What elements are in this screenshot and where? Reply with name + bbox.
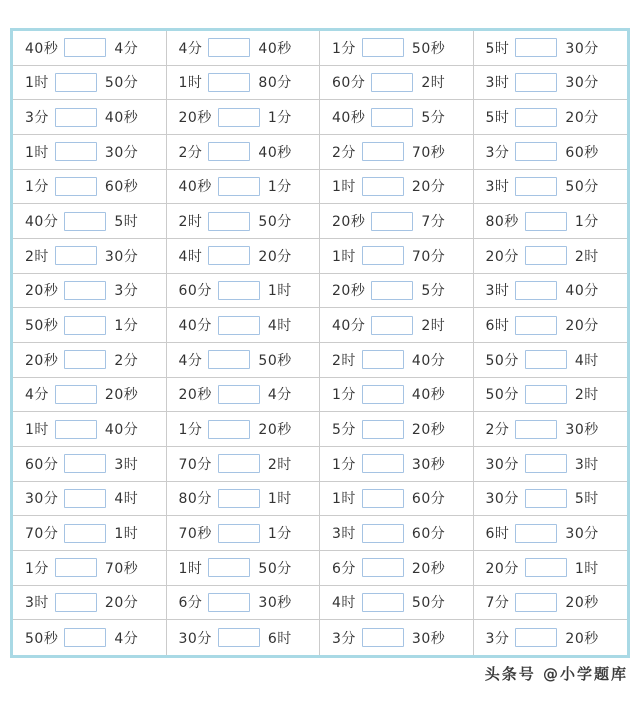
cell-left-value: 20秒 xyxy=(332,283,366,300)
answer-box[interactable] xyxy=(64,38,106,57)
cell-left-value: 2分 xyxy=(485,422,510,439)
cell-left-value: 3时 xyxy=(485,75,510,92)
cell-right-value: 60分 xyxy=(411,526,446,543)
cell-left-value: 2分 xyxy=(332,144,356,161)
worksheet-cell xyxy=(474,100,628,135)
cell-left-value: 80秒 xyxy=(485,214,519,231)
answer-box[interactable] xyxy=(525,385,567,404)
cell-left-value: 70分 xyxy=(25,526,59,543)
worksheet-cell xyxy=(13,66,167,101)
answer-box[interactable] xyxy=(515,316,557,335)
cell-left-value: 7分 xyxy=(485,595,510,612)
answer-box[interactable] xyxy=(515,628,557,647)
cell-right-value: 2时 xyxy=(574,248,599,265)
answer-box[interactable] xyxy=(525,489,567,508)
cell-left-value: 50秒 xyxy=(25,630,59,647)
answer-box[interactable] xyxy=(218,628,260,647)
cell-right-value: 60秒 xyxy=(104,179,139,196)
cell-left-value: 20秒 xyxy=(178,110,212,127)
cell-left-value: 1分 xyxy=(25,179,49,196)
cell-right-value: 20秒 xyxy=(411,560,446,577)
cell-right-value: 30分 xyxy=(565,526,599,543)
cell-right-value: 5分 xyxy=(421,110,446,127)
worksheet-cell xyxy=(320,100,474,135)
cell-left-value: 20秒 xyxy=(25,352,59,369)
worksheet-cell xyxy=(13,551,167,586)
answer-box[interactable] xyxy=(64,316,106,335)
cell-left-value: 20分 xyxy=(485,560,519,577)
worksheet-cell xyxy=(167,308,321,343)
cell-right-value: 1分 xyxy=(574,214,599,231)
cell-right-value: 4分 xyxy=(267,387,292,404)
worksheet-cell xyxy=(474,516,628,551)
worksheet-cell xyxy=(320,135,474,170)
cell-right-value: 20分 xyxy=(411,179,446,196)
cell-left-value: 5时 xyxy=(485,110,510,127)
cell-left-value: 20秒 xyxy=(332,214,366,231)
cell-left-value: 2时 xyxy=(332,352,356,369)
answer-box[interactable] xyxy=(208,38,250,57)
worksheet-cell xyxy=(474,482,628,517)
worksheet-cell xyxy=(320,447,474,482)
answer-box[interactable] xyxy=(371,316,413,335)
cell-left-value: 4时 xyxy=(178,248,203,265)
worksheet-cell xyxy=(320,343,474,378)
answer-box[interactable] xyxy=(362,524,404,543)
cell-right-value: 30分 xyxy=(565,75,599,92)
cell-left-value: 40秒 xyxy=(178,179,212,196)
answer-box[interactable] xyxy=(362,593,404,612)
answer-box[interactable] xyxy=(515,593,557,612)
cell-left-value: 5时 xyxy=(485,40,510,57)
cell-left-value: 1分 xyxy=(332,387,356,404)
cell-right-value: 1分 xyxy=(114,318,139,335)
answer-box[interactable] xyxy=(515,73,557,92)
cell-right-value: 50分 xyxy=(258,214,292,231)
cell-left-value: 50分 xyxy=(485,387,519,404)
cell-right-value: 7分 xyxy=(421,214,446,231)
answer-box[interactable] xyxy=(55,420,97,439)
worksheet-cell xyxy=(13,586,167,621)
answer-box[interactable] xyxy=(515,38,557,57)
cell-left-value: 20秒 xyxy=(25,283,59,300)
cell-right-value: 50分 xyxy=(565,179,599,196)
cell-left-value: 5分 xyxy=(332,422,356,439)
worksheet-cell xyxy=(167,31,321,66)
worksheet-cell xyxy=(13,170,167,205)
cell-right-value: 50分 xyxy=(104,75,139,92)
answer-box[interactable] xyxy=(362,628,404,647)
cell-left-value: 4分 xyxy=(178,352,203,369)
cell-right-value: 5分 xyxy=(421,283,446,300)
cell-left-value: 4时 xyxy=(332,595,356,612)
cell-right-value: 2分 xyxy=(114,352,139,369)
cell-right-value: 40秒 xyxy=(411,387,446,404)
cell-right-value: 50秒 xyxy=(258,352,292,369)
answer-box[interactable] xyxy=(362,246,404,265)
cell-left-value: 20分 xyxy=(485,248,519,265)
worksheet-cell xyxy=(320,378,474,413)
answer-box[interactable] xyxy=(55,73,97,92)
cell-left-value: 30分 xyxy=(178,630,212,647)
cell-left-value: 6时 xyxy=(485,318,510,335)
answer-box[interactable] xyxy=(515,420,557,439)
cell-right-value: 30秒 xyxy=(565,422,599,439)
answer-box[interactable] xyxy=(362,454,404,473)
answer-box[interactable] xyxy=(362,420,404,439)
worksheet-cell xyxy=(474,274,628,309)
cell-left-value: 4分 xyxy=(25,387,49,404)
cell-left-value: 70分 xyxy=(178,456,212,473)
answer-box[interactable] xyxy=(362,489,404,508)
answer-box[interactable] xyxy=(208,350,250,369)
cell-left-value: 6时 xyxy=(485,526,510,543)
answer-box[interactable] xyxy=(362,558,404,577)
answer-box[interactable] xyxy=(64,489,106,508)
worksheet-cell xyxy=(167,135,321,170)
cell-right-value: 70分 xyxy=(411,248,446,265)
worksheet-cell xyxy=(13,516,167,551)
cell-left-value: 1时 xyxy=(178,560,203,577)
cell-right-value: 20分 xyxy=(565,110,599,127)
answer-box[interactable] xyxy=(218,489,260,508)
cell-right-value: 1分 xyxy=(267,110,292,127)
cell-right-value: 6时 xyxy=(267,630,292,647)
cell-left-value: 40分 xyxy=(25,214,59,231)
worksheet-cell xyxy=(13,274,167,309)
answer-box[interactable] xyxy=(64,454,106,473)
worksheet-cell xyxy=(13,482,167,517)
cell-right-value: 1分 xyxy=(267,179,292,196)
cell-right-value: 50分 xyxy=(411,595,446,612)
worksheet-cell xyxy=(320,482,474,517)
cell-right-value: 3时 xyxy=(114,456,139,473)
answer-box[interactable] xyxy=(64,212,106,231)
cell-right-value: 40秒 xyxy=(258,144,292,161)
cell-left-value: 40秒 xyxy=(25,40,59,57)
answer-box[interactable] xyxy=(55,593,97,612)
answer-box[interactable] xyxy=(218,524,260,543)
answer-box[interactable] xyxy=(218,316,260,335)
worksheet-cell xyxy=(167,447,321,482)
worksheet-cell xyxy=(474,239,628,274)
cell-left-value: 40秒 xyxy=(332,110,366,127)
cell-right-value: 2时 xyxy=(574,387,599,404)
worksheet-cell xyxy=(320,586,474,621)
cell-right-value: 40分 xyxy=(411,352,446,369)
cell-left-value: 6分 xyxy=(332,560,356,577)
cell-right-value: 3时 xyxy=(574,456,599,473)
answer-box[interactable] xyxy=(515,524,557,543)
cell-right-value: 1时 xyxy=(267,283,292,300)
worksheet-cell xyxy=(320,551,474,586)
cell-left-value: 1分 xyxy=(332,456,356,473)
cell-right-value: 2时 xyxy=(421,318,446,335)
cell-left-value: 3时 xyxy=(485,179,510,196)
answer-box[interactable] xyxy=(362,142,404,161)
cell-left-value: 1分 xyxy=(332,40,356,57)
worksheet-cell xyxy=(13,135,167,170)
answer-box[interactable] xyxy=(371,73,413,92)
worksheet-cell xyxy=(13,100,167,135)
cell-left-value: 30分 xyxy=(485,456,519,473)
worksheet-cell xyxy=(320,204,474,239)
worksheet-cell xyxy=(167,274,321,309)
worksheet-cell xyxy=(474,31,628,66)
cell-right-value: 1时 xyxy=(574,560,599,577)
cell-right-value: 1时 xyxy=(114,526,139,543)
cell-left-value: 2时 xyxy=(178,214,203,231)
answer-box[interactable] xyxy=(64,524,106,543)
answer-box[interactable] xyxy=(362,38,404,57)
cell-right-value: 40秒 xyxy=(104,110,139,127)
worksheet-cell xyxy=(474,135,628,170)
cell-right-value: 30分 xyxy=(104,144,139,161)
cell-right-value: 80分 xyxy=(258,75,292,92)
cell-left-value: 6分 xyxy=(178,595,203,612)
cell-right-value: 5时 xyxy=(574,491,599,508)
cell-left-value: 1分 xyxy=(178,422,203,439)
cell-right-value: 30分 xyxy=(565,40,599,57)
cell-left-value: 1时 xyxy=(332,179,356,196)
worksheet-cell xyxy=(320,66,474,101)
answer-box[interactable] xyxy=(208,246,250,265)
answer-box[interactable] xyxy=(515,142,557,161)
answer-box[interactable] xyxy=(525,454,567,473)
cell-right-value: 30分 xyxy=(104,248,139,265)
worksheet-cell xyxy=(320,308,474,343)
cell-left-value: 30分 xyxy=(485,491,519,508)
cell-left-value: 2分 xyxy=(178,144,203,161)
cell-right-value: 60秒 xyxy=(565,144,599,161)
worksheet-cell xyxy=(13,31,167,66)
cell-right-value: 4分 xyxy=(114,40,139,57)
answer-box[interactable] xyxy=(218,108,260,127)
cell-left-value: 40分 xyxy=(332,318,366,335)
worksheet-cell xyxy=(13,343,167,378)
cell-right-value: 40分 xyxy=(565,283,599,300)
worksheet-cell xyxy=(474,412,628,447)
cell-left-value: 3分 xyxy=(485,144,510,161)
cell-left-value: 1时 xyxy=(25,144,49,161)
worksheet-cell xyxy=(474,620,628,655)
answer-box[interactable] xyxy=(371,108,413,127)
cell-left-value: 1时 xyxy=(332,248,356,265)
answer-box[interactable] xyxy=(208,593,250,612)
answer-box[interactable] xyxy=(55,142,97,161)
worksheet-cell xyxy=(167,239,321,274)
cell-left-value: 60分 xyxy=(332,75,366,92)
answer-box[interactable] xyxy=(208,558,250,577)
answer-box[interactable] xyxy=(525,350,567,369)
cell-left-value: 1分 xyxy=(25,560,49,577)
cell-right-value: 20分 xyxy=(104,595,139,612)
cell-right-value: 70秒 xyxy=(104,560,139,577)
answer-box[interactable] xyxy=(64,628,106,647)
cell-right-value: 20秒 xyxy=(565,630,599,647)
cell-right-value: 2时 xyxy=(421,75,446,92)
cell-right-value: 30秒 xyxy=(411,456,446,473)
answer-box[interactable] xyxy=(218,454,260,473)
answer-box[interactable] xyxy=(64,281,106,300)
cell-right-value: 5时 xyxy=(114,214,139,231)
cell-left-value: 3分 xyxy=(332,630,356,647)
worksheet-cell xyxy=(474,447,628,482)
cell-left-value: 1时 xyxy=(25,75,49,92)
cell-left-value: 50秒 xyxy=(25,318,59,335)
answer-box[interactable] xyxy=(218,281,260,300)
worksheet-cell xyxy=(167,204,321,239)
worksheet-cell xyxy=(474,343,628,378)
answer-box[interactable] xyxy=(208,142,250,161)
cell-left-value: 3时 xyxy=(332,526,356,543)
cell-right-value: 60分 xyxy=(411,491,446,508)
answer-box[interactable] xyxy=(362,385,404,404)
cell-left-value: 1时 xyxy=(332,491,356,508)
cell-right-value: 40秒 xyxy=(258,40,292,57)
answer-box[interactable] xyxy=(525,558,567,577)
worksheet-cell xyxy=(320,239,474,274)
worksheet-cell xyxy=(167,412,321,447)
cell-left-value: 50分 xyxy=(485,352,519,369)
worksheet-cell xyxy=(13,308,167,343)
answer-box[interactable] xyxy=(515,177,557,196)
worksheet-cell xyxy=(13,378,167,413)
worksheet-cell xyxy=(320,412,474,447)
answer-box[interactable] xyxy=(362,177,404,196)
worksheet-cell xyxy=(167,66,321,101)
cell-left-value: 3时 xyxy=(25,595,49,612)
cell-right-value: 1时 xyxy=(267,491,292,508)
answer-box[interactable] xyxy=(64,350,106,369)
worksheet-cell xyxy=(167,170,321,205)
answer-box[interactable] xyxy=(525,246,567,265)
worksheet-cell xyxy=(474,378,628,413)
answer-box[interactable] xyxy=(515,281,557,300)
footer-credit: 头条号 @小学题库 xyxy=(484,665,628,683)
answer-box[interactable] xyxy=(208,420,250,439)
worksheet-cell xyxy=(320,274,474,309)
answer-box[interactable] xyxy=(515,108,557,127)
cell-right-value: 3分 xyxy=(114,283,139,300)
answer-box[interactable] xyxy=(208,73,250,92)
cell-right-value: 4时 xyxy=(267,318,292,335)
answer-box[interactable] xyxy=(525,212,567,231)
cell-right-value: 2时 xyxy=(267,456,292,473)
answer-box[interactable] xyxy=(55,246,97,265)
worksheet-cell xyxy=(167,516,321,551)
cell-right-value: 20分 xyxy=(258,248,292,265)
answer-box[interactable] xyxy=(55,385,97,404)
cell-right-value: 40分 xyxy=(104,422,139,439)
worksheet-cell xyxy=(167,100,321,135)
worksheet-cell xyxy=(320,31,474,66)
cell-right-value: 1分 xyxy=(267,526,292,543)
worksheet-cell xyxy=(320,516,474,551)
answer-box[interactable] xyxy=(55,558,97,577)
worksheet-cell xyxy=(167,343,321,378)
worksheet-cell xyxy=(13,204,167,239)
worksheet-cell xyxy=(13,412,167,447)
cell-right-value: 20秒 xyxy=(258,422,292,439)
worksheet-cell xyxy=(320,620,474,655)
cell-left-value: 3时 xyxy=(485,283,510,300)
worksheet-cell xyxy=(167,482,321,517)
worksheet-cell xyxy=(167,378,321,413)
cell-right-value: 20秒 xyxy=(565,595,599,612)
worksheet-cell xyxy=(474,586,628,621)
worksheet-cell xyxy=(474,66,628,101)
worksheet-cell xyxy=(474,170,628,205)
cell-right-value: 30秒 xyxy=(411,630,446,647)
cell-left-value: 70秒 xyxy=(178,526,212,543)
answer-box[interactable] xyxy=(218,385,260,404)
cell-left-value: 40分 xyxy=(178,318,212,335)
worksheet-cell xyxy=(167,620,321,655)
answer-box[interactable] xyxy=(371,281,413,300)
cell-left-value: 1时 xyxy=(178,75,203,92)
cell-right-value: 70秒 xyxy=(411,144,446,161)
cell-left-value: 20秒 xyxy=(178,387,212,404)
worksheet-cell xyxy=(13,239,167,274)
answer-box[interactable] xyxy=(55,177,97,196)
cell-right-value: 20秒 xyxy=(104,387,139,404)
cell-right-value: 50分 xyxy=(258,560,292,577)
worksheet-cell xyxy=(474,308,628,343)
cell-left-value: 60分 xyxy=(25,456,59,473)
cell-right-value: 4分 xyxy=(114,630,139,647)
cell-right-value: 4时 xyxy=(114,491,139,508)
answer-box[interactable] xyxy=(362,350,404,369)
cell-left-value: 60分 xyxy=(178,283,212,300)
cell-left-value: 1时 xyxy=(25,422,49,439)
worksheet-cell xyxy=(474,204,628,239)
answer-box[interactable] xyxy=(55,108,97,127)
cell-left-value: 80分 xyxy=(178,491,212,508)
answer-box[interactable] xyxy=(218,177,260,196)
cell-right-value: 20分 xyxy=(565,318,599,335)
answer-box[interactable] xyxy=(371,212,413,231)
worksheet-table xyxy=(10,28,630,658)
worksheet-cell xyxy=(13,447,167,482)
cell-left-value: 3分 xyxy=(485,630,510,647)
worksheet-cell xyxy=(474,551,628,586)
cell-right-value: 4时 xyxy=(574,352,599,369)
cell-right-value: 50秒 xyxy=(411,40,446,57)
cell-right-value: 20秒 xyxy=(411,422,446,439)
worksheet-cell xyxy=(320,170,474,205)
cell-left-value: 30分 xyxy=(25,491,59,508)
answer-box[interactable] xyxy=(208,212,250,231)
cell-left-value: 2时 xyxy=(25,248,49,265)
cell-right-value: 30秒 xyxy=(258,595,292,612)
worksheet-cell xyxy=(167,586,321,621)
cell-left-value: 3分 xyxy=(25,110,49,127)
worksheet-cell xyxy=(167,551,321,586)
worksheet-cell xyxy=(13,620,167,655)
cell-left-value: 4分 xyxy=(178,40,203,57)
